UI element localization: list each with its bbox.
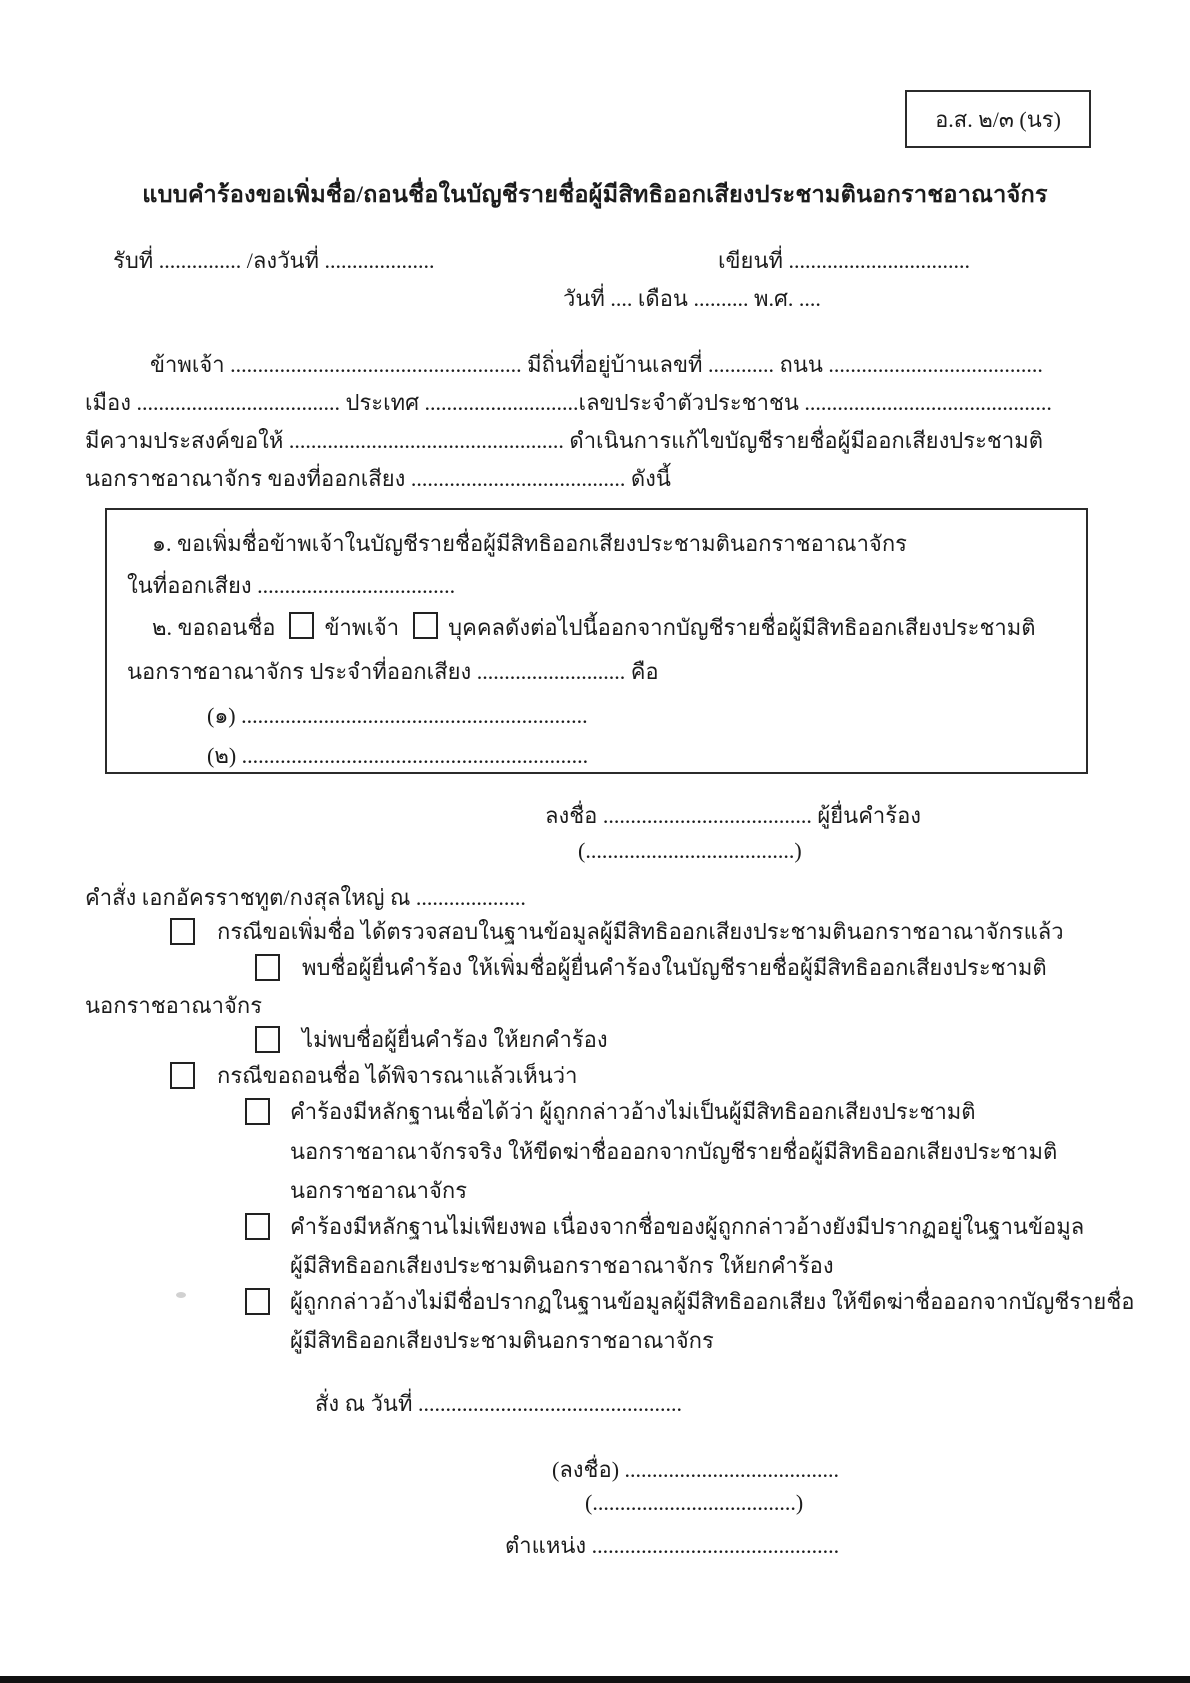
- request-item-2-continuation: นอกราชอาณาจักร ประจำที่ออกเสียง ........................... คือ: [127, 659, 659, 684]
- official-name-line: (.....................................): [585, 1490, 804, 1515]
- checkbox-case-withdraw-name[interactable]: [170, 1062, 195, 1089]
- checkbox-case-add-name[interactable]: [170, 918, 195, 945]
- form-code: อ.ส. ๒/๓ (นร): [935, 106, 1061, 132]
- request-item-2-option-self: ข้าพเจ้า: [324, 615, 400, 640]
- request-item-2-prefix: ๒. ขอถอนชื่อ: [152, 615, 276, 640]
- intro-line-1: ข้าพเจ้า ..................................................... มีถิ่นที่อยู่บ้านเลขที่ ............ ถนน .......................................: [150, 352, 1043, 377]
- order-item-evidence-insufficient-cont: ผู้มีสิทธิออกเสียงประชามตินอกราชอาณาจักร ให้ยกคำร้อง: [290, 1253, 834, 1278]
- order-item-no-record: ผู้ถูกกล่าวอ้างไม่มีชื่อปรากฏในฐานข้อมูลผู้มีสิทธิออกเสียง ให้ขีดฆ่าชื่อออกจากบัญชีรายชื่อ: [290, 1289, 1135, 1314]
- checkbox-withdraw-self[interactable]: [289, 612, 314, 639]
- checkbox-name-not-found[interactable]: [255, 1026, 280, 1053]
- intro-line-2: เมือง ..................................... ประเทศ ............................เลขประจำตัวประชาชน .............................................: [85, 390, 1052, 415]
- order-heading: คำสั่ง เอกอัครราชทูต/กงสุลใหญ่ ณ ....................: [85, 885, 526, 910]
- order-item-add-name: กรณีขอเพิ่มชื่อ ได้ตรวจสอบในฐานข้อมูลผู้มีสิทธิออกเสียงประชามตินอกราชอาณาจักรแล้ว: [217, 919, 1064, 944]
- order-item-name-not-found: ไม่พบชื่อผู้ยื่นคำร้อง ให้ยกคำร้อง: [302, 1027, 608, 1052]
- intro-line-3: มีความประสงค์ขอให้ .................................................. ดำเนินการแก้ไขบัญชีรายชื่อผู้มีออกเสียงประชามติ: [85, 428, 1043, 453]
- request-item-1: ๑. ขอเพิ่มชื่อข้าพเจ้าในบัญชีรายชื่อผู้มีสิทธิออกเสียงประชามตินอกราชอาณาจักร: [152, 531, 907, 556]
- page-title: แบบคำร้องขอเพิ่มชื่อ/ถอนชื่อในบัญชีรายชื่อผู้มีสิทธิออกเสียงประชามตินอกราชอาณาจักร: [142, 182, 1048, 208]
- checkbox-withdraw-other-person[interactable]: [413, 612, 438, 639]
- scan-smudge: [176, 1292, 186, 1298]
- checkbox-evidence-credible[interactable]: [245, 1098, 270, 1125]
- receipt-number-field: รับที่ ............... /ลงวันที่ ....................: [113, 248, 435, 273]
- withdraw-name-line-2: (๒) ...............................................................: [207, 743, 589, 768]
- written-at-field: เขียนที่ .................................: [718, 248, 970, 273]
- order-item-evidence-credible-cont-2: นอกราชอาณาจักร: [290, 1178, 468, 1203]
- order-item-name-found-continuation: นอกราชอาณาจักร: [85, 993, 263, 1018]
- applicant-signature-line: ลงชื่อ ...................................... ผู้ยื่นคำร้อง: [545, 803, 922, 828]
- request-item-1-continuation: ในที่ออกเสียง ....................................: [127, 573, 456, 598]
- official-position-line: ตำแหน่ง .............................................: [505, 1533, 840, 1558]
- order-item-withdraw-case: กรณีขอถอนชื่อ ได้พิจารณาแล้วเห็นว่า: [217, 1063, 578, 1088]
- official-signature-line: (ลงชื่อ) .......................................: [552, 1457, 840, 1482]
- intro-line-4: นอกราชอาณาจักร ของที่ออกเสียง ....................................... ดังนี้: [85, 466, 671, 491]
- form-code-box: [905, 90, 1091, 148]
- request-box: [105, 508, 1088, 774]
- withdraw-name-line-1: (๑) ...............................................................: [207, 703, 588, 728]
- ordered-date-line: สั่ง ณ วันที่ ................................................: [315, 1391, 682, 1416]
- order-item-no-record-cont: ผู้มีสิทธิออกเสียงประชามตินอกราชอาณาจักร: [290, 1328, 714, 1353]
- request-item-2-rest: บุคคลดังต่อไปนี้ออกจากบัญชีรายชื่อผู้มีสิทธิออกเสียงประชามติ: [448, 615, 1036, 640]
- checkbox-evidence-insufficient[interactable]: [245, 1213, 270, 1240]
- date-field: วันที่ .... เดือน .......... พ.ศ. ....: [563, 286, 821, 311]
- order-item-evidence-insufficient: คำร้องมีหลักฐานไม่เพียงพอ เนื่องจากชื่อของผู้ถูกกล่าวอ้างยังมีปรากฏอยู่ในฐานข้อมูล: [290, 1214, 1085, 1239]
- checkbox-no-record-in-database[interactable]: [245, 1288, 270, 1315]
- order-item-evidence-credible-cont-1: นอกราชอาณาจักรจริง ให้ขีดฆ่าชื่อออกจากบัญชีรายชื่อผู้มีสิทธิออกเสียงประชามติ: [290, 1139, 1058, 1164]
- order-item-name-found: พบชื่อผู้ยื่นคำร้อง ให้เพิ่มชื่อผู้ยื่นคำร้องในบัญชีรายชื่อผู้มีสิทธิออกเสียงประชามติ: [302, 955, 1047, 980]
- scan-edge-strip: [0, 1676, 1190, 1683]
- checkbox-name-found[interactable]: [255, 954, 280, 981]
- order-item-evidence-credible: คำร้องมีหลักฐานเชื่อได้ว่า ผู้ถูกกล่าวอ้างไม่เป็นผู้มีสิทธิออกเสียงประชามติ: [290, 1099, 976, 1124]
- applicant-name-line: (......................................): [578, 838, 802, 863]
- request-item-2: [152, 610, 1036, 645]
